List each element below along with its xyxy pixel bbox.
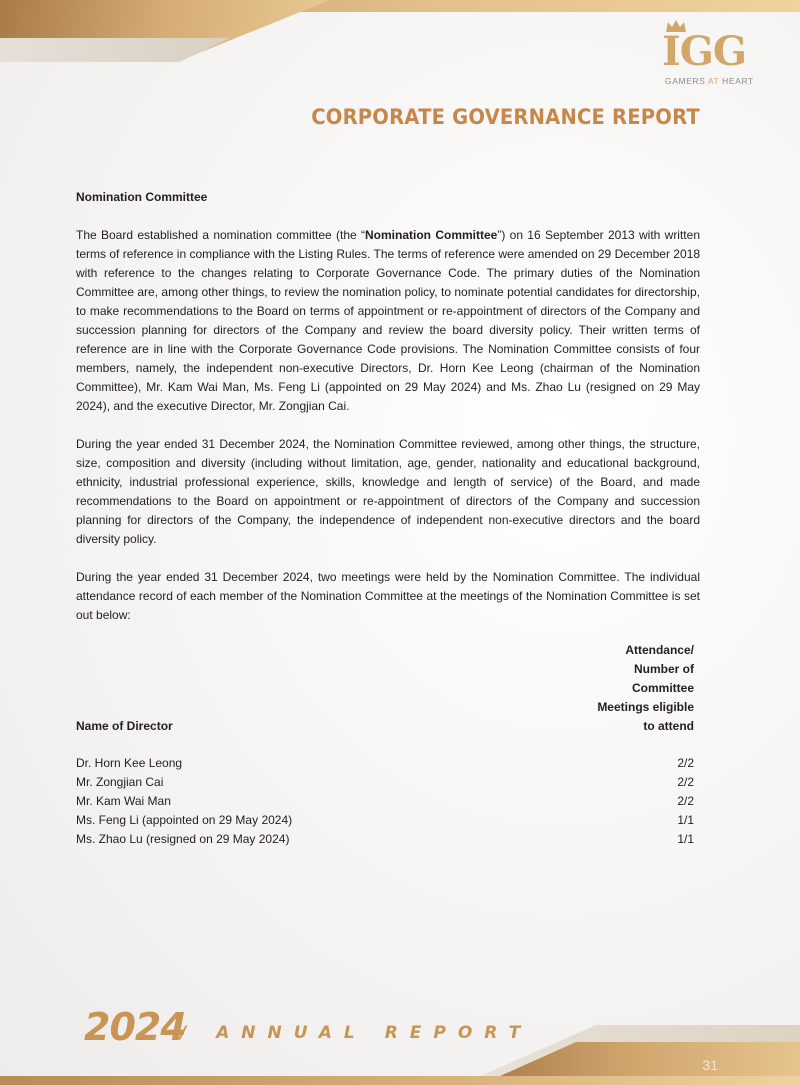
table-row [76,811,694,830]
logo-letters: IGG [662,28,747,75]
section-heading: Nomination Committee [76,190,208,204]
table-row [76,773,694,792]
bottom-decorative-band [0,1076,800,1085]
director-name: Dr. Horn Kee Leong [76,756,183,770]
director-name: Mr. Zongjian Cai [76,775,164,789]
attendance-value: 2/2 [677,756,694,770]
table-header [76,641,694,736]
main-content [76,188,700,644]
attendance-value: 2/2 [677,775,694,789]
attendance-value: 2/2 [677,794,694,808]
footer-report-label: / ANNUAL REPORT [180,1023,533,1043]
table-row [76,754,694,773]
attendance-value: 1/1 [677,813,694,827]
logo-tagline: GAMERS AT HEART [665,76,754,86]
paragraph-meetings: During the year ended 31 December 2024, two meetings were held by the Nomination Committee. The individual attendance record of each member of the Nomination Committee at the meetings of the Nomination Committee is set out below: [76,570,700,622]
director-name: Mr. Kam Wai Man [76,794,171,808]
page-title: CORPORATE GOVERNANCE REPORT [311,105,700,129]
page-number: 31 [702,1057,718,1073]
column-header-attendance: Attendance/ Number of Committee Meetings eligible to attend [597,643,694,733]
table-body [76,754,694,849]
paragraph-committee-review: During the year ended 31 December 2024, the Nomination Committee reviewed, among other things, the structure, size, composition and diversity (including without limitation, age, gender, nationality and educational background, ethnicity, industrial professional experience, skills, knowledge and length of service) of the Board, and made recommendations to the Board on appointment or re-appointment of directors of the Company and succession planning for directors of the Company, the independence of independent non-executive directors and the board diversity policy. [76,437,700,546]
table-row [76,830,694,849]
director-name: Ms. Zhao Lu (resigned on 29 May 2024) [76,832,290,846]
director-name: Ms. Feng Li (appointed on 29 May 2024) [76,813,293,827]
footer-year: 2024 [84,1005,186,1049]
igg-logo [660,20,760,90]
table-row [76,792,694,811]
paragraph-committee-establishment: The Board established a nomination committee (the “Nomination Committee”) on 16 September 2013 with written terms of reference in compliance with the Listing Rules. The terms of reference were amended on 29 December 2018 with reference to the changes relating to Corporate Governance Code. The primary duties of the Nomination Committee are, among other things, to review the nomination policy, to nominate potential candidates for directorship, to make recommendations to the Board on terms of appointment or re-appointment of directors of the Company and succession planning for directors of the Company and review the board diversity policy. Their written terms of reference are in line with the Corporate Governance Code provisions. The Nomination Committee consists of four members, namely, the independent non-executive Directors, Dr. Horn Kee Leong (chairman of the Nomination Committee), Mr. Kam Wai Man, Ms. Feng Li (appointed on 29 May 2024) and Ms. Zhao Lu (resigned on 29 May 2024), and the executive Director, Mr. Zongjian Cai. [76,228,700,413]
attendance-table [76,641,694,849]
column-header-name: Name of Director [76,719,173,733]
attendance-value: 1/1 [677,832,694,846]
